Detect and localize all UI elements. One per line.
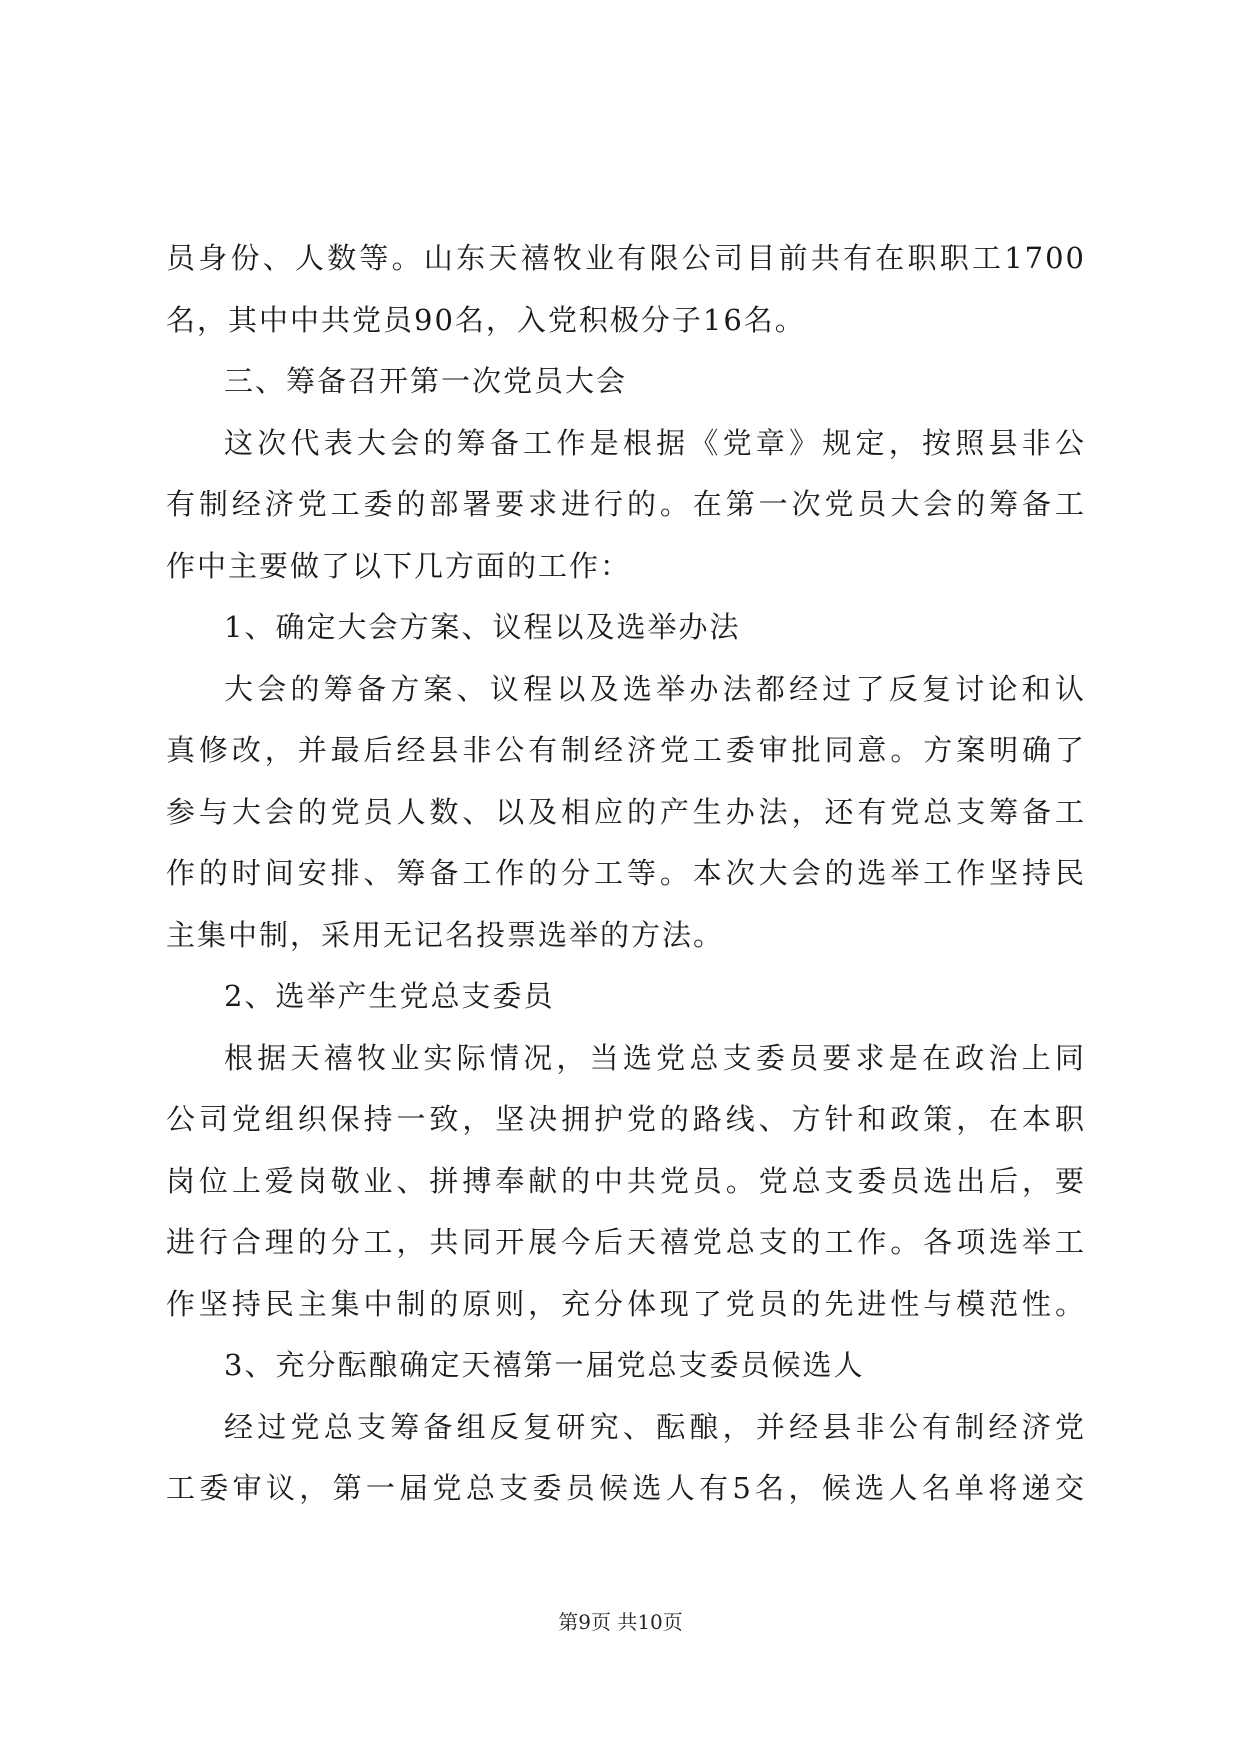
text-line: 工委审议，第一届党总支委员候选人有5名，候选人名单将递交	[166, 1471, 1086, 1505]
text-line: 员身份、人数等。山东天禧牧业有限公司目前共有在职职工1700	[166, 241, 1086, 275]
text-line: 作中主要做了以下几方面的工作：	[166, 548, 632, 583]
subsection-heading: 3、充分酝酿确定天禧第一届党总支委员候选人	[224, 1348, 865, 1382]
subsection-heading: 2、选举产生党总支委员	[224, 979, 555, 1013]
text-line: 作坚持民主集中制的原则，充分体现了党员的先进性与模范性。	[166, 1286, 1086, 1321]
text-line: 进行合理的分工，共同开展今后天禧党总支的工作。各项选举工	[166, 1225, 1086, 1259]
text-line: 经过党总支筹备组反复研究、酝酿，并经县非公有制经济党	[224, 1409, 1086, 1444]
text-line: 名，其中中共党员90名，入党积极分子16名。	[166, 302, 806, 337]
text-line: 岗位上爱岗敬业、拼搏奉献的中共党员。党总支委员选出后，要	[166, 1163, 1086, 1198]
document-body	[166, 228, 1086, 1520]
text-line: 这次代表大会的筹备工作是根据《党章》规定，按照县非公	[224, 425, 1086, 460]
text-line: 主集中制，采用无记名投票选举的方法。	[166, 917, 725, 952]
section-heading: 三、筹备召开第一次党员大会	[224, 364, 628, 398]
text-line: 有制经济党工委的部署要求进行的。在第一次党员大会的筹备工	[166, 487, 1086, 521]
text-line: 参与大会的党员人数、以及相应的产生办法，还有党总支筹备工	[166, 794, 1086, 829]
text-line: 大会的筹备方案、议程以及选举办法都经过了反复讨论和认	[224, 671, 1086, 706]
text-line: 公司党组织保持一致，坚决拥护党的路线、方针和政策，在本职	[166, 1102, 1086, 1136]
text-line: 作的时间安排、筹备工作的分工等。本次大会的选举工作坚持民	[166, 856, 1086, 890]
subsection-heading: 1、确定大会方案、议程以及选举办法	[224, 610, 741, 644]
text-line: 根据天禧牧业实际情况，当选党总支委员要求是在政治上同	[224, 1040, 1086, 1075]
page-number-footer: 第9页 共10页	[558, 1610, 683, 1634]
text-line: 真修改，并最后经县非公有制经济党工委审批同意。方案明确了	[166, 733, 1086, 767]
